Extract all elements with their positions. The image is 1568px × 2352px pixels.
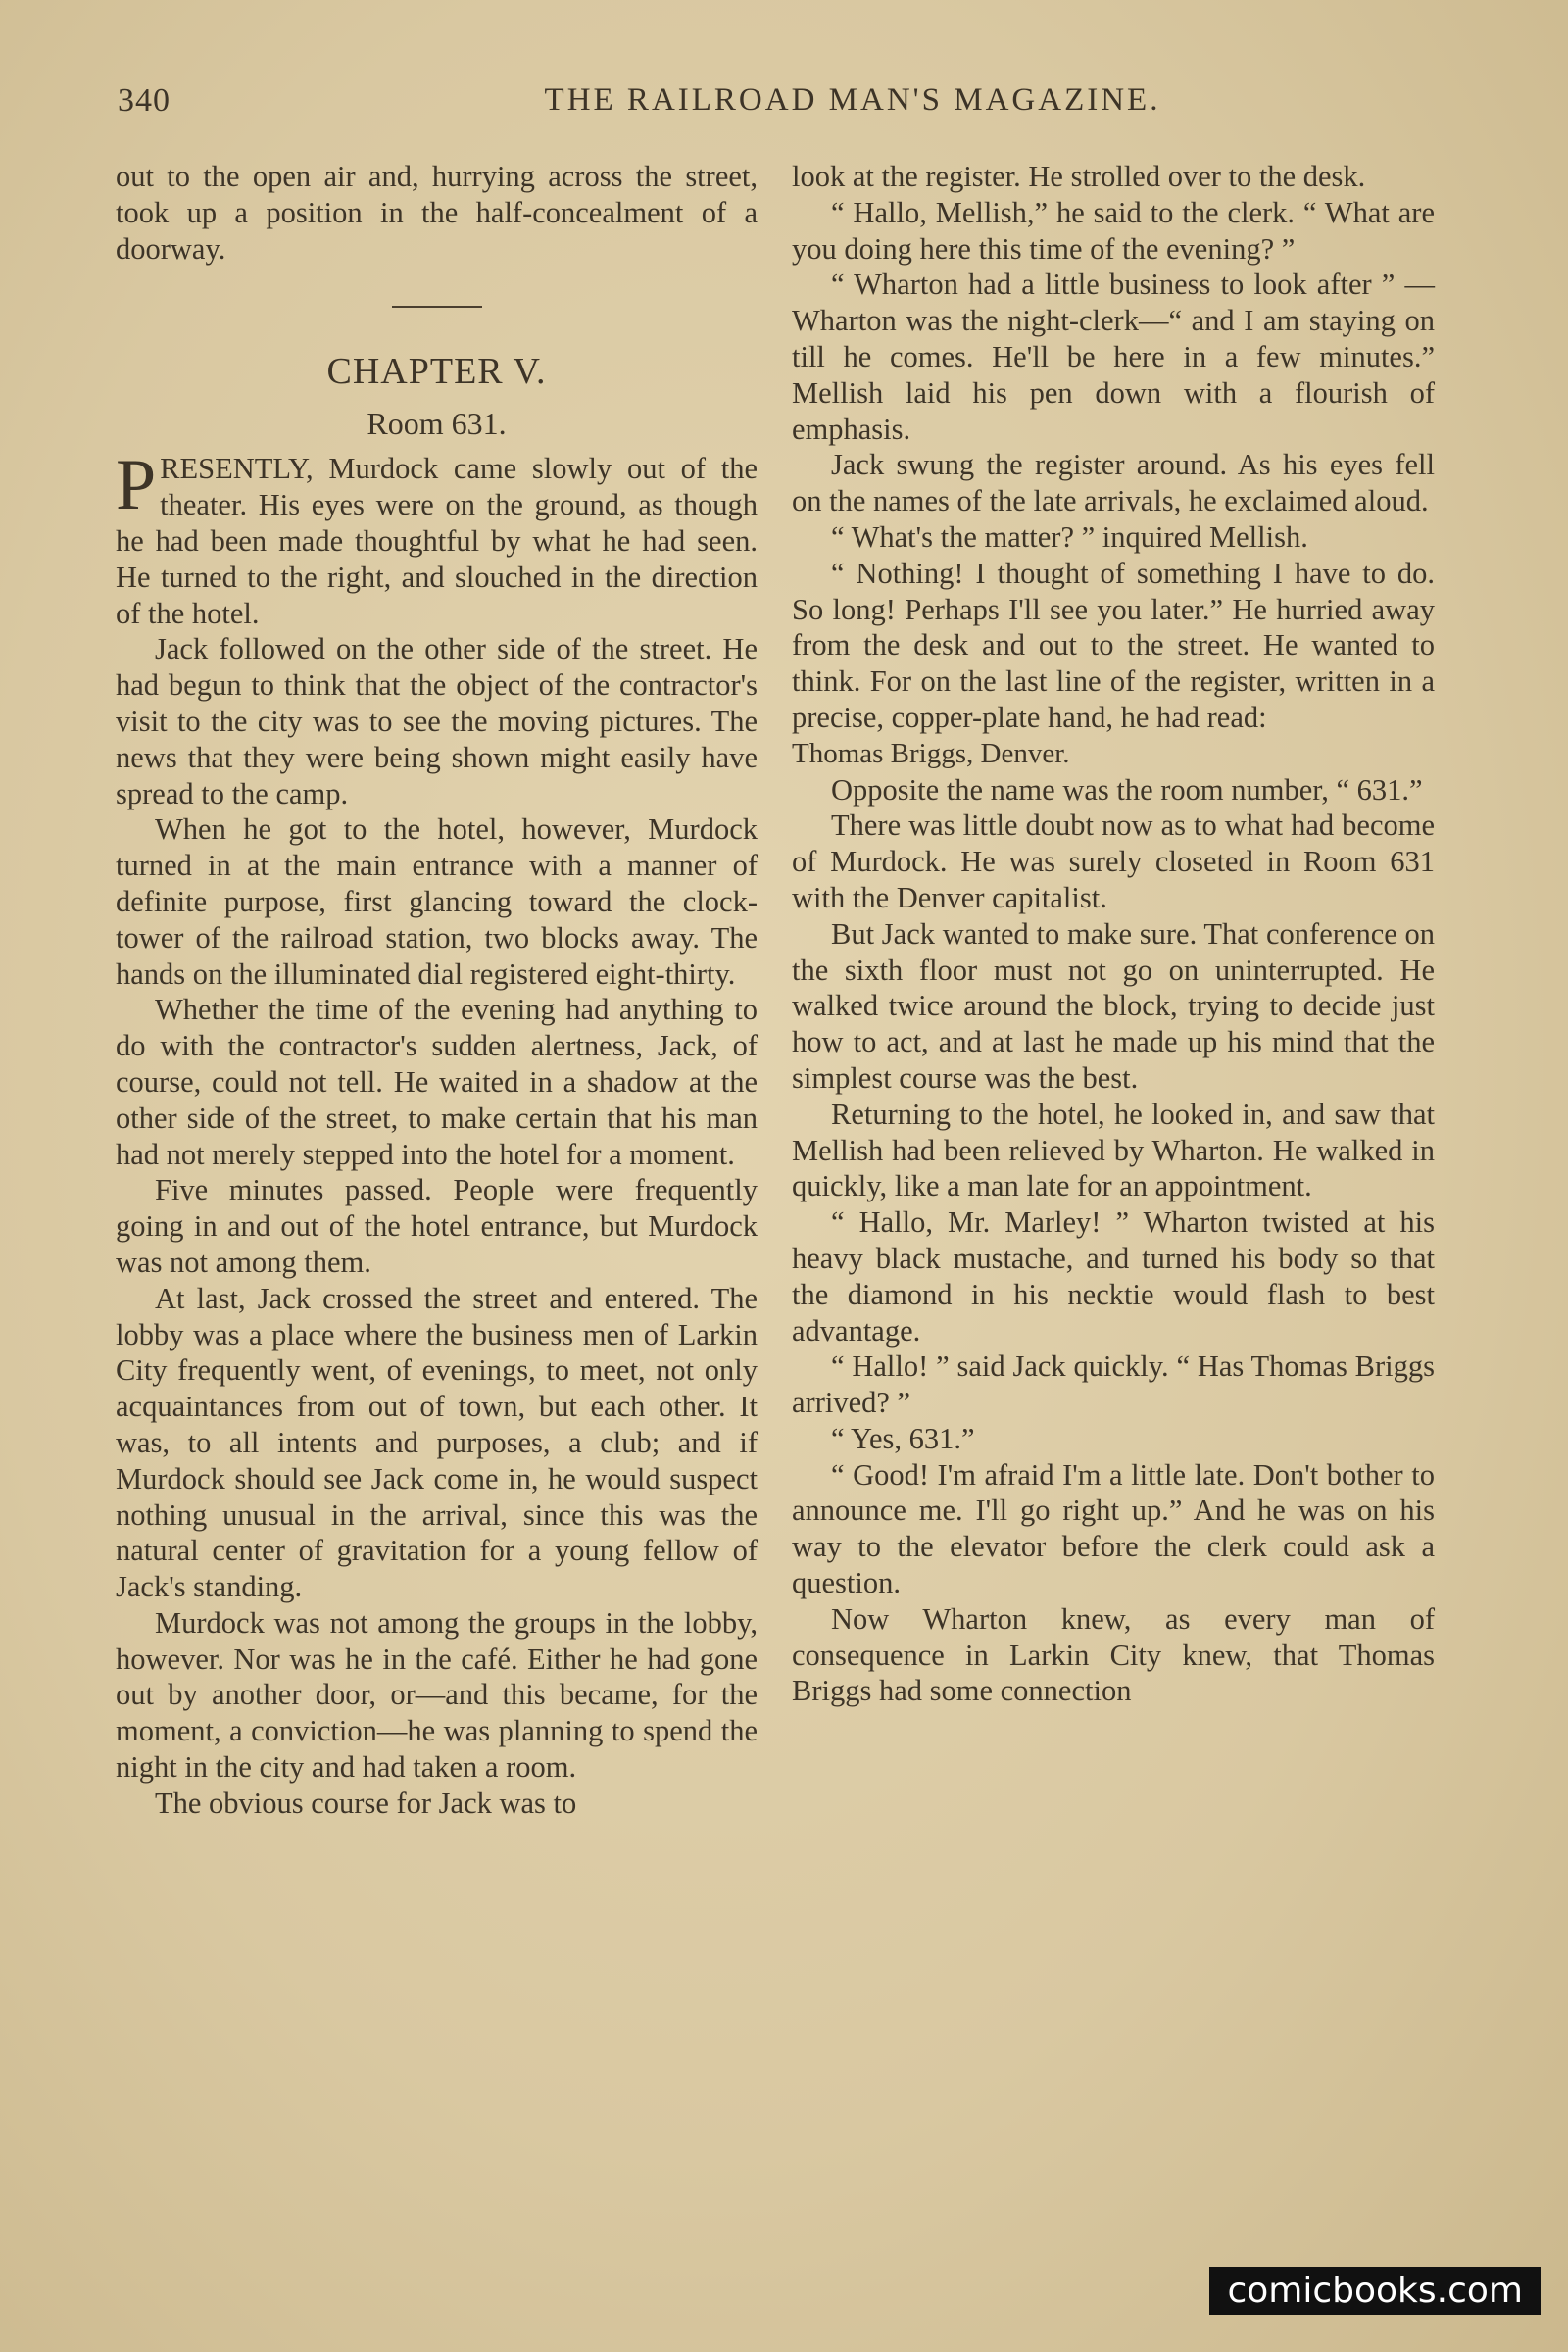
drop-cap: P [116, 445, 157, 526]
paragraph: Jack followed on the other side of the street. He had begun to think that the object of the contractor's visit to the city was to see the moving pictures. The news that they were being shown might easily have spread to the camp. [116, 632, 758, 810]
first-paragraph [116, 445, 758, 631]
paragraph: At last, Jack crossed the street and entered. The lobby was a place where the business men of Larkin City frequently went, of evenings, to meet, not only acquaintances from out of town, but each other. It was, to all intents and purposes, a club; and if Murdock should see Jack come in, he would suspect nothing unusual in the arrival, since this was the natural center of gravitation for a young fellow of Jack's standing. [116, 1281, 758, 1604]
paragraph: Murdock was not among the groups in the lobby, however. Nor was he in the café. Either he had gone out by another door, or—and this became, for the moment, a conviction—he was planning to spend the night in the city and had taken a room. [116, 1605, 758, 1785]
paragraph: “ Wharton had a little business to look after ” — Wharton was the night-clerk—“ and I am staying on till he comes. He'll be here in a few minutes.” Mellish laid his pen down with a flourish of emphasis. [792, 268, 1435, 446]
paragraph: The obvious course for Jack was to [155, 1786, 577, 1820]
paragraph: “ Hallo, Mellish,” he said to the clerk. “ What are you doing here this time of the evening? ” [792, 195, 1435, 266]
paragraph: “ Yes, 631.” [831, 1421, 975, 1455]
paragraph: “ What's the matter? ” inquired Mellish. [831, 519, 1308, 554]
left-column [116, 159, 758, 1822]
register-entry: Thomas Briggs, Denver. [792, 737, 1070, 769]
paragraph: Five minutes passed. People were frequently going in and out of the hotel entrance, but Murdock was not among them. [116, 1173, 758, 1279]
paragraph-text: RESENTLY, Murdock came slowly out of the theater. His eyes were on the ground, as though he had been made thoughtful by what he had seen. He turned to the right, and slouched in the direction of the hotel. [116, 452, 758, 630]
paragraph: “ Good! I'm afraid I'm a little late. Don't bother to announce me. I'll go right up.” And he was on his way to the elevator before the clerk could ask a question. [792, 1457, 1435, 1600]
chapter-title: CHAPTER V. [326, 351, 547, 393]
paragraph: There was little doubt now as to what had become of Murdock. He was surely closeted in Room 631 with the Denver capitalist. [792, 808, 1435, 914]
paragraph: “ Nothing! I thought of something I have to do. So long! Perhaps I'll see you later.” He hurried away from the desk and out to the street. He wanted to think. For on the last line of the register, written in a precise, copper-plate hand, he had read: [792, 556, 1435, 734]
paragraph: Whether the time of the evening had anything to do with the contractor's sudden alertness, Jack, of course, could not tell. He waited in a shadow at the other side of the street, to make certain that his man had not merely stepped into the hotel for a moment. [116, 993, 758, 1171]
site-watermark: comicbooks.com [1209, 2267, 1541, 2315]
paragraph: When he got to the hotel, however, Murdock turned in at the main entrance with a manner of definite purpose, first glancing toward the clock-tower of the railroad station, two blocks away. The hands on the illuminated dial registered eight-thirty. [116, 812, 758, 991]
section-divider [392, 306, 482, 308]
paragraph: “ Hallo! ” said Jack quickly. “ Has Thomas Briggs arrived? ” [792, 1349, 1435, 1420]
paragraph: But Jack wanted to make sure. That conference on the sixth floor must not go on uninterrupted. He walked twice around the block, trying to decide just how to act, and at last he made up his mind that the simplest course was the best. [792, 916, 1435, 1095]
page-number: 340 [118, 82, 171, 119]
paragraph: Jack swung the register around. As his eyes fell on the names of the late arrivals, he exclaimed aloud. [792, 448, 1435, 518]
paragraph: “ Hallo, Mr. Marley! ” Wharton twisted at his heavy black mustache, and turned his body so that the diamond in his necktie would flash to best advantage. [792, 1205, 1435, 1348]
chapter-subtitle: Room 631. [367, 406, 507, 442]
paragraph: Opposite the name was the room number, “ 631.” [831, 772, 1423, 807]
page-header [118, 82, 1431, 131]
right-column [792, 159, 1435, 1709]
paragraph: out to the open air and, hurrying across the street, took up a position in the half-concealment of a doorway. [116, 160, 758, 266]
paragraph: Now Wharton knew, as every man of consequence in Larkin City knew, that Thomas Briggs had some connection [792, 1601, 1435, 1708]
paragraph: Returning to the hotel, he looked in, and saw that Mellish had been relieved by Wharton. He walked in quickly, like a man late for an appointment. [792, 1097, 1435, 1203]
paragraph: look at the register. He strolled over to the desk. [792, 160, 1366, 193]
running-title: THE RAILROAD MAN'S MAGAZINE. [544, 82, 1161, 118]
